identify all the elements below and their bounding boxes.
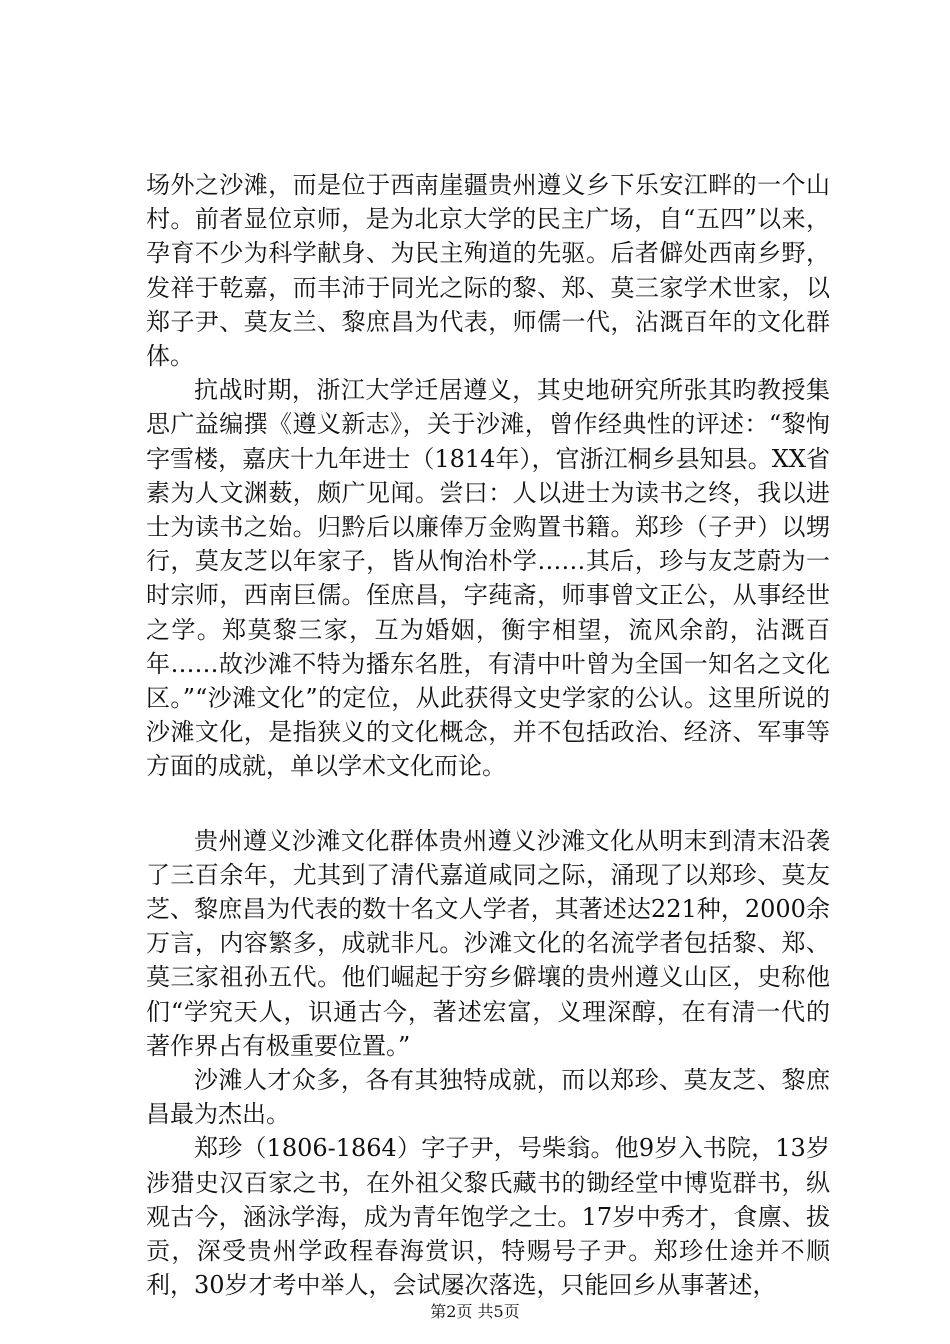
- section-one: [146, 168, 830, 784]
- page-number-footer: 第2页 共5页: [430, 1302, 520, 1321]
- section-gap: [146, 784, 830, 824]
- document-body: [146, 168, 830, 1303]
- zhejiang-university-paragraph: 抗战时期，浙江大学迁居遵义，其史地研究所张其昀教授集思广益编撰《遵义新志》，关于沙滩，曾作经典性的评述：“黎恂字雪楼，嘉庆十九年进士（1814年），官浙江桐乡县知县。XX省素为人文渊薮，颇广见闻。尝曰：人以进士为读书之终，我以进士为读书之始。归黔后以廉俸万金购置书籍。郑珍（子尹）以甥行，莫友芝以年家子，皆从恂治朴学……其后，珍与友芝蔚为一时宗师，西南巨儒。侄庶昌，字莼斋，师事曾文正公，从事经世之学。郑莫黎三家，互为婚姻，衡宇相望，流风余韵，沾溉百年……故沙滩不特为播东名胜，有清中叶曾为全国一知名之文化区。”“沙滩文化”的定位，从此获得文史学家的公认。这里所说的沙滩文化，是指狭义的文化概念，并不包括政治、经济、军事等方面的成就，单以学术文化而论。: [146, 376, 830, 781]
- talents-paragraph: 沙滩人才众多，各有其独特成就，而以郑珍、莫友芝、黎庶昌最为杰出。: [146, 1066, 830, 1129]
- continuation-paragraph: 场外之沙滩，而是位于西南崖疆贵州遵义乡下乐安江畔的一个山村。前者显位京师，是为北京大学的民主广场，自“五四”以来，孕育不少为科学献身、为民主殉道的先驱。后者僻处西南乡野，发祥于乾嘉，而丰沛于同光之际的黎、郑、莫三家学术世家，以郑子尹、莫友兰、黎庶昌为代表，师儒一代，沾溉百年的文化群体。: [146, 171, 830, 371]
- section-two: [146, 824, 830, 1303]
- zheng-zhen-paragraph: 郑珍（1806-1864）字子尹，号柴翁。他9岁入书院，13岁涉猎史汉百家之书，在外祖父黎氏藏书的锄经堂中博览群书，纵观古今，涵泳学海，成为青年饱学之士。17岁中秀才，食廪、拔贡，深受贵州学政程春海赏识，特赐号子尹。郑珍仕途并不顺利，30岁才考中举人，会试屡次落选，只能回乡从事著述，: [146, 1134, 830, 1300]
- shatan-culture-paragraph: 贵州遵义沙滩文化群体贵州遵义沙滩文化从明末到清末沿袭了三百余年，尤其到了清代嘉道咸同之际，涌现了以郑珍、莫友芝、黎庶昌为代表的数十名文人学者，其著述达221种，2000余万言，内容繁多，成就非凡。沙滩文化的名流学者包括黎、郑、莫三家祖孙五代。他们崛起于穷乡僻壤的贵州遵义山区，史称他们“学究天人，识通古今，著述宏富，义理深醇，在有清一代的著作界占有极重要位置。”: [146, 826, 830, 1060]
